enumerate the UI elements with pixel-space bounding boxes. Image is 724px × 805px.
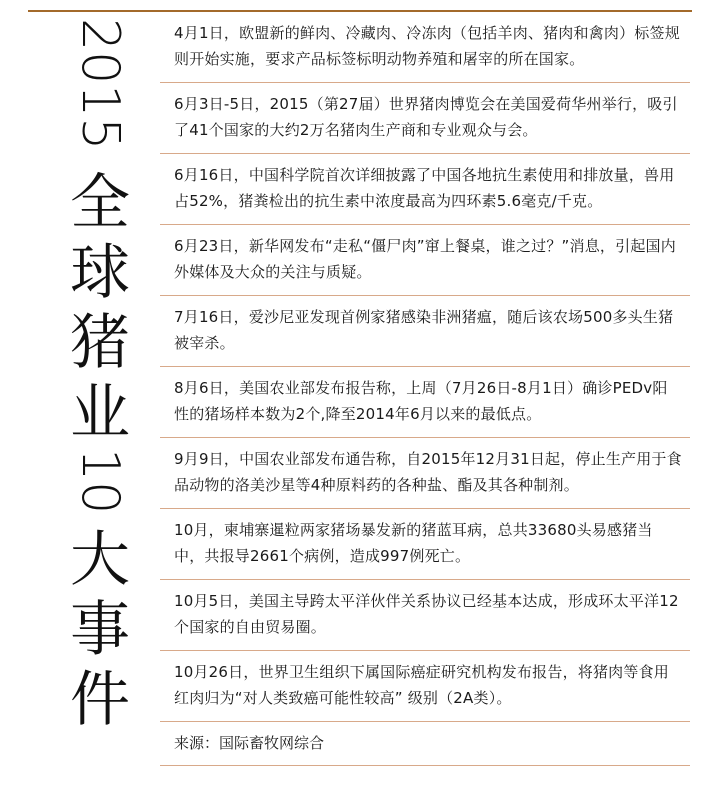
event-item: 7月16日，爱沙尼亚发现首例家猪感染非洲猪瘟，随后该农场500多头生猪被宰杀。	[160, 296, 690, 367]
title-year: 2015	[70, 18, 130, 151]
event-item: 6月23日，新华网发布“走私“僵尸肉”窜上餐桌，谁之过？”消息，引起国内外媒体及大众的关注与质疑。	[160, 225, 690, 296]
source-note: 来源：国际畜牧网综合	[160, 722, 690, 766]
title-char: 球	[70, 238, 130, 309]
vertical-title	[55, 18, 145, 788]
title-char: 大	[70, 524, 130, 595]
title-number: 10	[70, 448, 130, 515]
title-char: 猪	[70, 308, 130, 379]
event-item: 9月9日，中国农业部发布通告称，自2015年12月31日起，停止生产用于食品动物的洛美沙星等4种原料药的各种盐、酯及其各种制剂。	[160, 438, 690, 509]
event-list	[160, 12, 690, 766]
event-item: 8月6日，美国农业部发布报告称，上周（7月26日-8月1日）确诊PEDv阳性的猪场样本数为2个,降至2014年6月以来的最低点。	[160, 367, 690, 438]
title-char: 件	[70, 664, 130, 735]
title-char: 业	[70, 378, 130, 449]
event-item: 10月，柬埔寨暹粒两家猪场暴发新的猪蓝耳病，总共33680头易感猪当中，共报导2661个病例，造成997例死亡。	[160, 509, 690, 580]
event-item: 6月16日，中国科学院首次详细披露了中国各地抗生素使用和排放量，兽用占52%，猪粪检出的抗生素中浓度最高为四环素5.6毫克/千克。	[160, 154, 690, 225]
event-item: 10月5日，美国主导跨太平洋伙伴关系协议已经基本达成，形成环太平洋12个国家的自由贸易圈。	[160, 580, 690, 651]
title-char: 事	[70, 594, 130, 665]
event-item: 10月26日，世界卫生组织下属国际癌症研究机构发布报告，将猪肉等食用红肉归为“对人类致癌可能性较高” 级别（2A类）。	[160, 651, 690, 722]
event-item: 4月1日，欧盟新的鲜肉、冷藏肉、冷冻肉（包括羊肉、猪肉和禽肉）标签规则开始实施，要求产品标签标明动物养殖和屠宰的所在国家。	[160, 12, 690, 83]
event-item: 6月3日-5日，2015（第27届）世界猪肉博览会在美国爱荷华州举行，吸引了41个国家的大约2万名猪肉生产商和专业观众与会。	[160, 83, 690, 154]
title-char: 全	[70, 168, 130, 239]
